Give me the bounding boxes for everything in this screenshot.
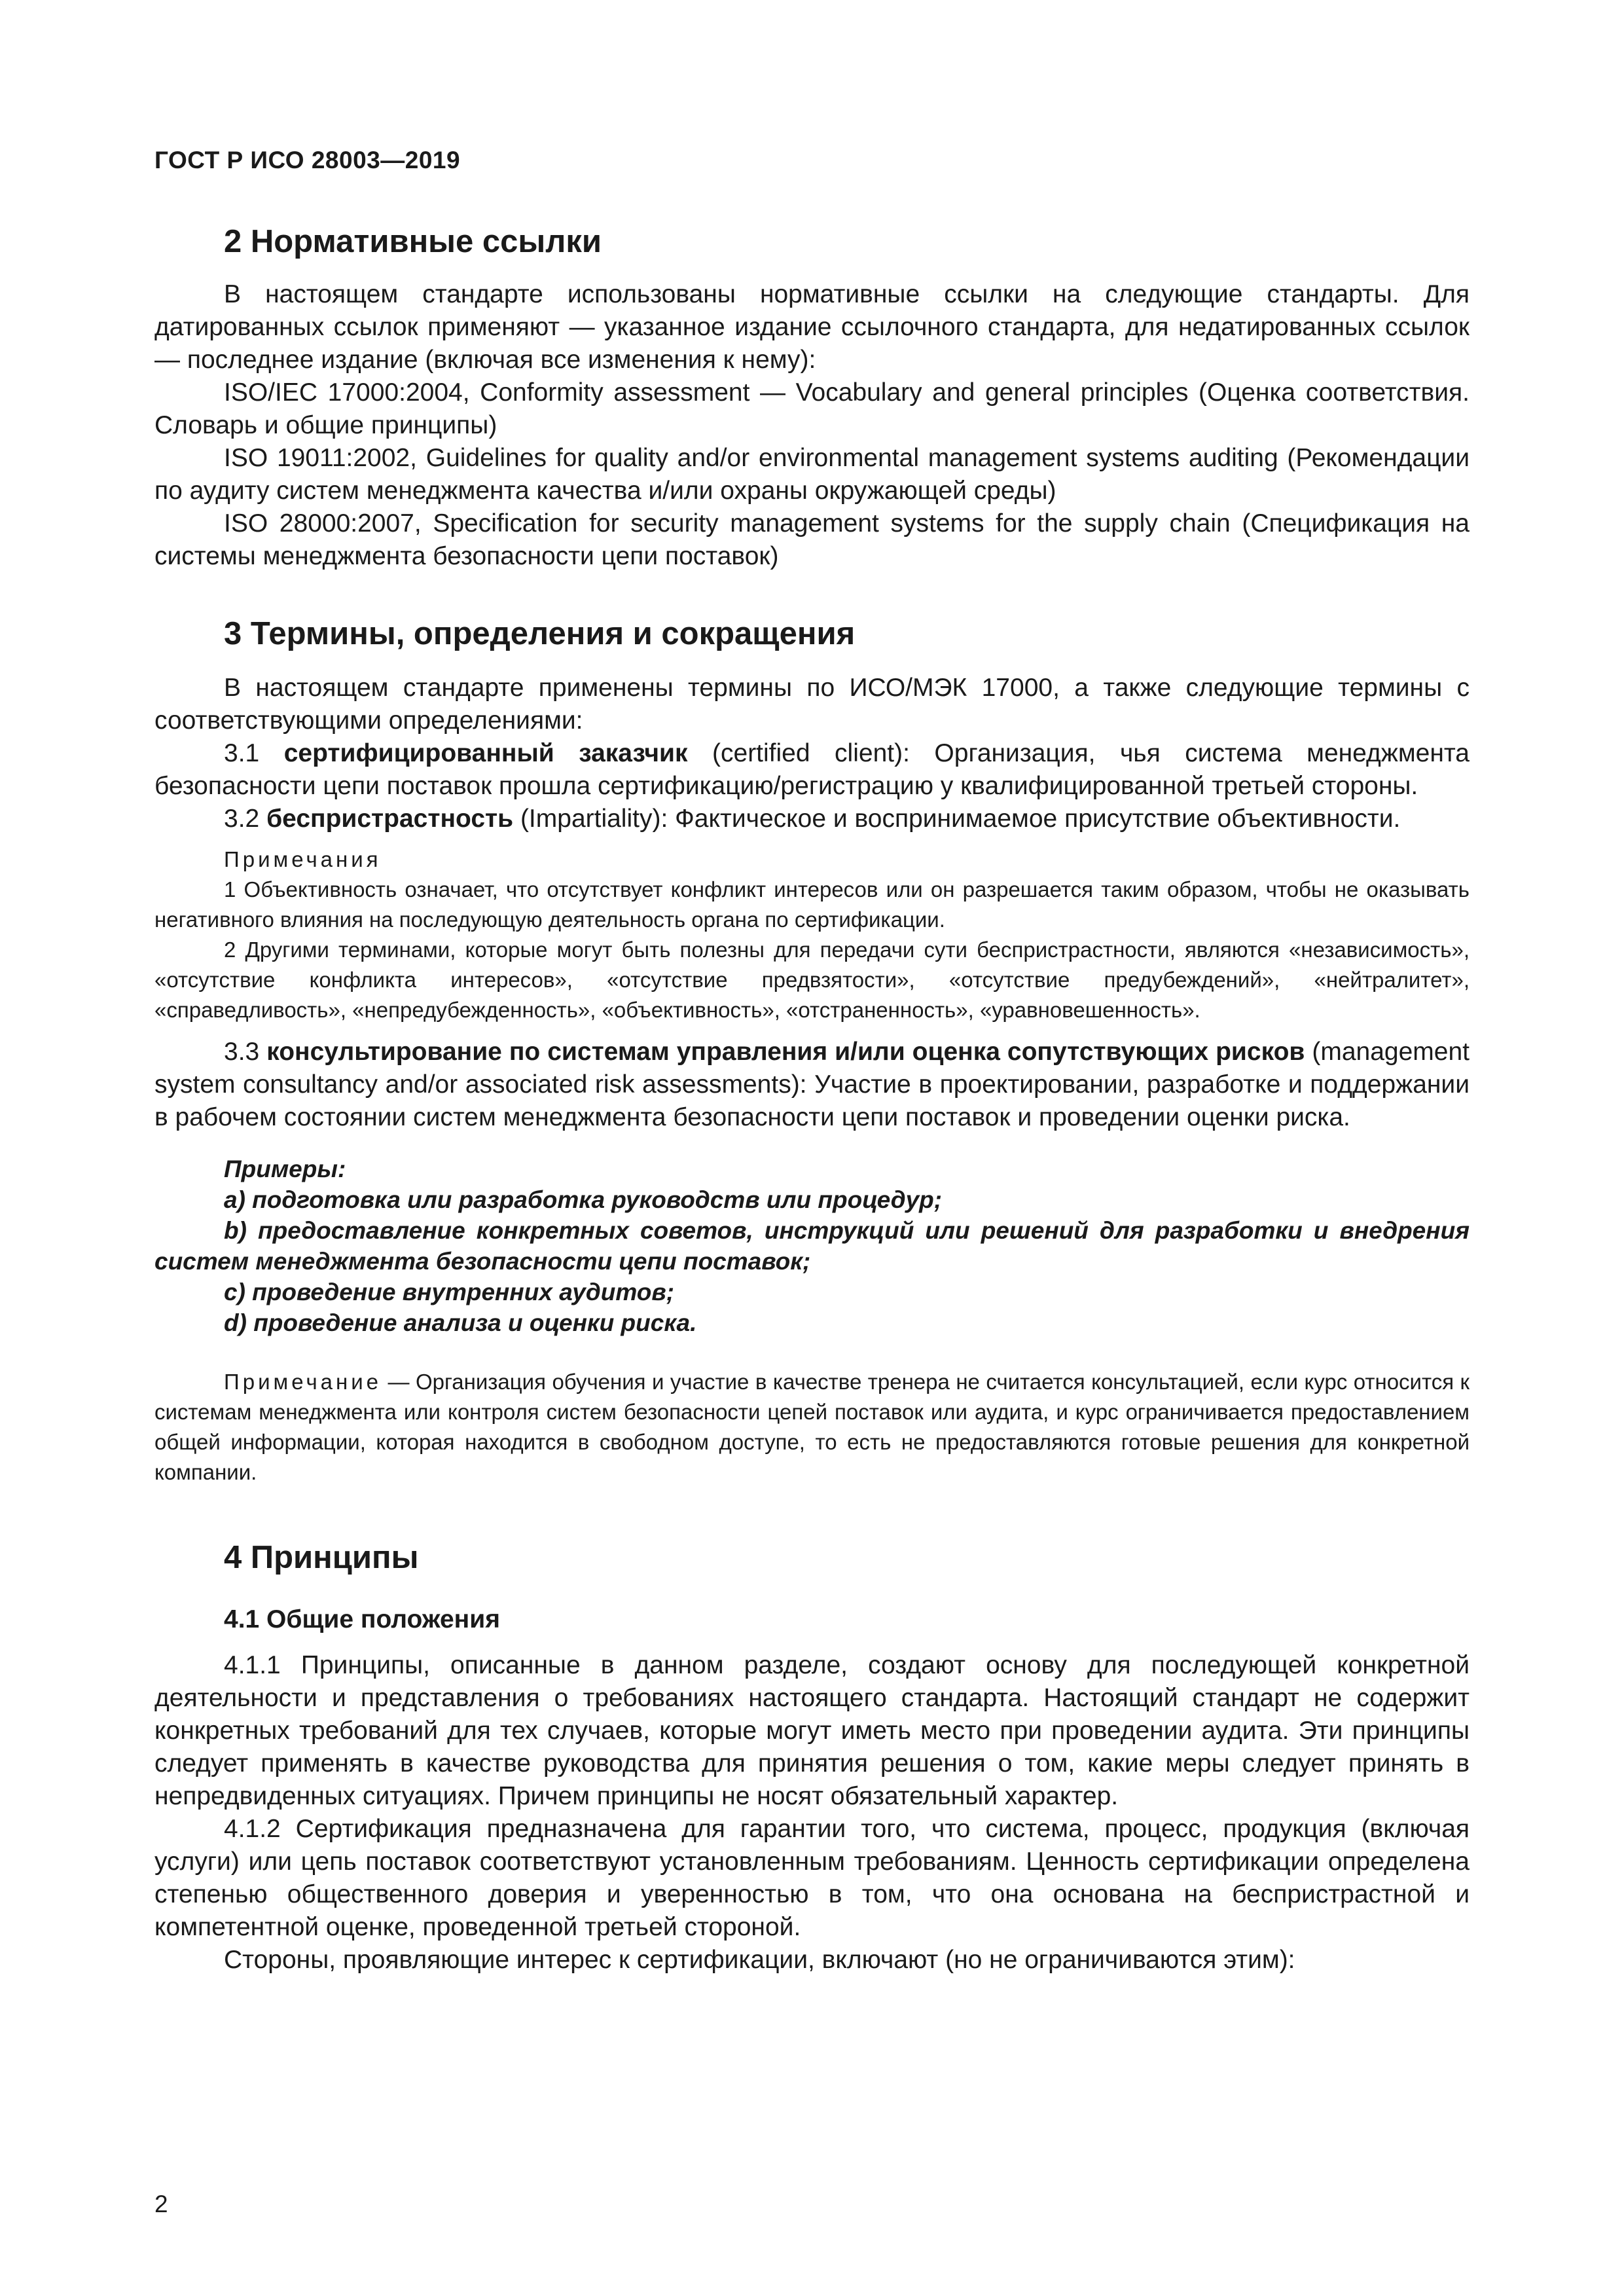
examples-heading: Примеры: (224, 1155, 346, 1182)
term-number: 3.1 (224, 738, 284, 767)
term-definition: (Impartiality): Фактическое и воспринимаемое присутствие объективности. (513, 804, 1401, 833)
term-number: 3.2 (224, 804, 267, 833)
note-2: 2 Другими терминами, которые могут быть полезны для передачи сути беспристрастности, являются «независимость», «отсутствие конфликта интересов», «отсутствие предвзятости», «отсутствие предубеждений», «нейтралитет», «справедливость», «непредубежденность», «объективность», «отстраненность», «уравновешенность». (154, 937, 1470, 1022)
section-4-title: 4 Принципы (224, 1539, 419, 1575)
term-name: беспристрастность (266, 804, 514, 833)
paragraph-4-1-1: 4.1.1 Принципы, описанные в данном разделе, создают основу для последующей конкретной деятельности и представления о требованиях настоящего стандарта. Настоящий стандарт не содержит конкретных требований для тех случаев, которые могут иметь место при проведении аудита. Эти принципы следует применять в качестве руководства для принятия решения о том, какие меры следует принять в непредвиденных ситуациях. Причем принципы не носят обязательный характер. (154, 1651, 1470, 1811)
reference-item: ISO/IEC 17000:2004, Conformity assessment — Vocabulary and general principles (Оценка соответствия. Словарь и общие принципы) (154, 378, 1470, 439)
examples-block (154, 1154, 1470, 1338)
term-definition: (certified client): Организация, чья система менеджмента безопасности цепи поставок прошла сертификацию/регистрацию у квалифицированной третьей стороны. (154, 738, 1470, 800)
term-name: консультирование по системам управления и/или оценка сопутствующих рисков (266, 1037, 1305, 1066)
term-number: 3.3 (224, 1037, 267, 1066)
section-3-intro: В настоящем стандарте применены термины по ИСО/МЭК 17000, а также следующие термины с соответствующими определениями: (154, 673, 1470, 735)
term-3-3 (154, 1036, 1470, 1134)
example-item: a) подготовка или разработка руководств или процедур; (224, 1186, 943, 1213)
example-item: b) предоставление конкретных советов, инструкций или решений для разработки и внедрения систем менеджмента безопасности цепи поставок; (154, 1216, 1470, 1275)
example-item: c) проведение внутренних аудитов; (224, 1278, 675, 1305)
subsection-4-1-title: 4.1 Общие положения (224, 1605, 500, 1634)
notes-label: Примечания (224, 847, 382, 871)
section-3-title: 3 Термины, определения и сокращения (224, 615, 856, 651)
note-text: — Организация обучения и участие в качестве тренера не считается консультацией, если курс относится к системам менеджмента или контроля систем безопасности цепей поставок или аудита, и курс ограничивается предоставлением общей информации, которая находится в свободном доступе, то есть не предоставляются готовые решения для конкретной компании. (154, 1369, 1470, 1484)
term-3-1 (154, 737, 1470, 803)
reference-item: ISO 19011:2002, Guidelines for quality and/or environmental management systems auditing (Рекомендации по аудиту систем менеджмента качества и/или охраны окружающей среды) (154, 443, 1470, 505)
note-consultancy (154, 1367, 1470, 1487)
paragraph-4-1-2: 4.1.2 Сертификация предназначена для гарантии того, что система, процесс, продукция (включая услуги) или цепь поставок соответствуют установленным требованиям. Ценность сертификации определена степенью общественного доверия и уверенностью в том, что она основана на беспристрастной и компетентной оценке, проведенной третьей стороной. (154, 1815, 1470, 1942)
section-2-title: 2 Нормативные ссылки (224, 224, 602, 259)
page-number: 2 (154, 2191, 168, 2217)
note-1: 1 Объективность означает, что отсутствует конфликт интересов или он разрешается таким образом, чтобы не оказывать негативного влияния на последующую деятельность органа по сертификации. (154, 877, 1470, 932)
reference-item: ISO 28000:2007, Specification for security management systems for the supply chain (Спецификация на системы менеджмента безопасности цепи поставок) (154, 509, 1470, 570)
document-header: ГОСТ Р ИСО 28003—2019 (154, 147, 461, 173)
term-definition: (management system consultancy and/or associated risk assessments): Участие в проектировании, разработке и поддержании в рабочем состоянии систем менеджмента безопасности цепи поставок и проведении оценки риска. (154, 1037, 1470, 1131)
example-item: d) проведение анализа и оценки риска. (224, 1309, 697, 1336)
term-3-2 (154, 803, 1470, 835)
page-content (154, 223, 1470, 1977)
note-label: Примечание (224, 1369, 382, 1394)
section-2-intro: В настоящем стандарте использованы нормативные ссылки на следующие стандарты. Для датированных ссылок применяют — указанное издание ссылочного стандарта, для недатированных ссылок — последнее издание (включая все изменения к нему): (154, 280, 1470, 374)
term-name: сертифицированный заказчик (283, 738, 688, 767)
paragraph-stakeholders: Стороны, проявляющие интерес к сертификации, включают (но не ограничиваются этим): (224, 1946, 1295, 1975)
